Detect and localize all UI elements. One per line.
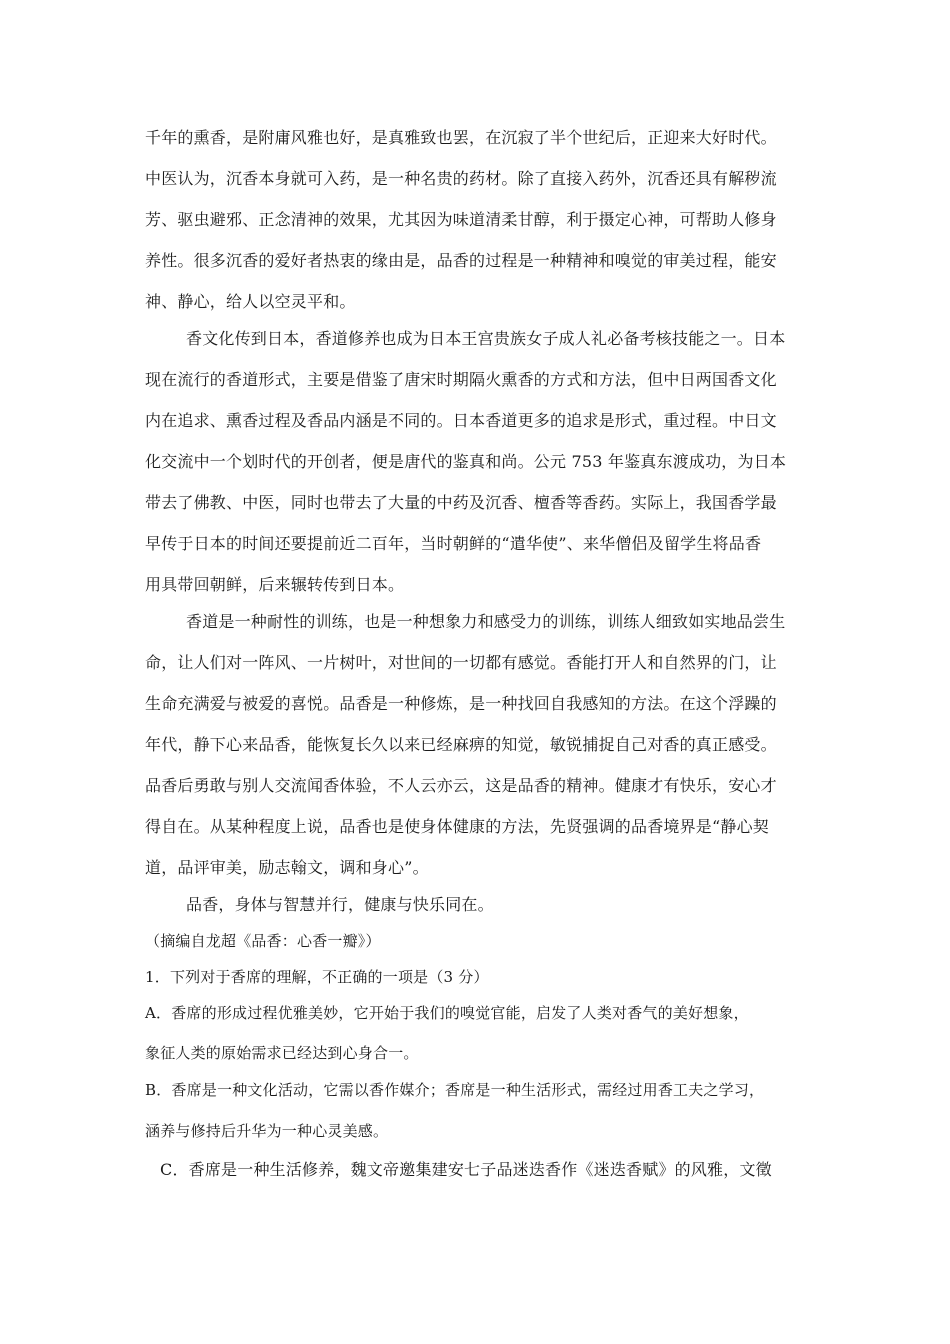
paragraph-line: 命，让人们对一阵风、一片树叶，对世间的一切都有感觉。香能打开人和自然界的门，让 (145, 653, 777, 672)
paragraph-line: 千年的熏香，是附庸风雅也好，是真雅致也罢，在沉寂了半个世纪后，正迎来大好时代。 (145, 128, 777, 147)
paragraph-line: 用具带回朝鲜，后来辗转传到日本。 (145, 575, 405, 594)
option-a-continued: 象征人类的原始需求已经达到心身合一。 (145, 1044, 419, 1062)
paragraph-line: 养性。很多沉香的爱好者热衷的缘由是，品香的过程是一种精神和嗅觉的审美过程，能安 (145, 251, 777, 270)
paragraph-line: 香道是一种耐性的训练，也是一种想象力和感受力的训练，训练人细致如实地品尝生 (186, 612, 786, 631)
paragraph-line: 年代，静下心来品香，能恢复长久以来已经麻痹的知觉，敏锐捕捉自己对香的真正感受。 (145, 735, 777, 754)
paragraph-line: 芳、驱虫避邪、正念清神的效果，尤其因为味道清柔甘醇，利于摄定心神，可帮助人修身 (145, 210, 777, 229)
paragraph-line: 生命充满爱与被爱的喜悦。品香是一种修炼，是一种找回自我感知的方法。在这个浮躁的 (145, 694, 777, 713)
option-a: A．香席的形成过程优雅美妙，它开始于我们的嗅觉官能，启发了人类对香气的美好想象， (145, 1004, 749, 1022)
paragraph-line: 品香后勇敢与别人交流闻香体验，不人云亦云，这是品香的精神。健康才有快乐，安心才 (145, 776, 777, 795)
paragraph-line: 道，品评审美，励志翰文，调和身心”。 (145, 858, 429, 877)
paragraph-line: 早传于日本的时间还要提前近二百年，当时朝鲜的“遣华使”、来华僧侣及留学生将品香 (145, 534, 762, 553)
source-note: （摘编自龙超《品香：心香一瓣》） (145, 932, 381, 950)
paragraph-line: 内在追求、熏香过程及香品内涵是不同的。日本香道更多的追求是形式，重过程。中日文 (145, 411, 777, 430)
paragraph-line: 香文化传到日本，香道修养也成为日本王宫贵族女子成人礼必备考核技能之一。日本 (186, 329, 786, 348)
paragraph-line: 现在流行的香道形式，主要是借鉴了唐宋时期隔火熏香的方式和方法，但中日两国香文化 (145, 370, 777, 389)
paragraph-line: 中医认为，沉香本身就可入药，是一种名贵的药材。除了直接入药外，沉香还具有解秽流 (145, 169, 777, 188)
paragraph-line: 品香，身体与智慧并行，健康与快乐同在。 (186, 895, 494, 914)
option-b: B．香席是一种文化活动，它需以香作媒介；香席是一种生活形式，需经过用香工夫之学习， (145, 1081, 765, 1099)
paragraph-line: 得自在。从某种程度上说，品香也是使身体健康的方法，先贤强调的品香境界是“静心契 (145, 817, 769, 836)
option-c: C．香席是一种生活修养，魏文帝邀集建安七子品迷迭香作《迷迭香赋》的风雅，文徵 (160, 1160, 772, 1179)
question-stem: 1．下列对于香席的理解，不正确的一项是（3 分） (145, 968, 489, 986)
paragraph-line: 带去了佛教、中医，同时也带去了大量的中药及沉香、檀香等香药。实际上，我国香学最 (145, 493, 777, 512)
paragraph-line: 化交流中一个划时代的开创者，便是唐代的鉴真和尚。公元 753 年鉴真东渡成功，为日本 (145, 452, 787, 471)
paragraph-line: 神、静心，给人以空灵平和。 (145, 292, 356, 311)
option-b-continued: 涵养与修持后升华为一种心灵美感。 (145, 1122, 389, 1140)
